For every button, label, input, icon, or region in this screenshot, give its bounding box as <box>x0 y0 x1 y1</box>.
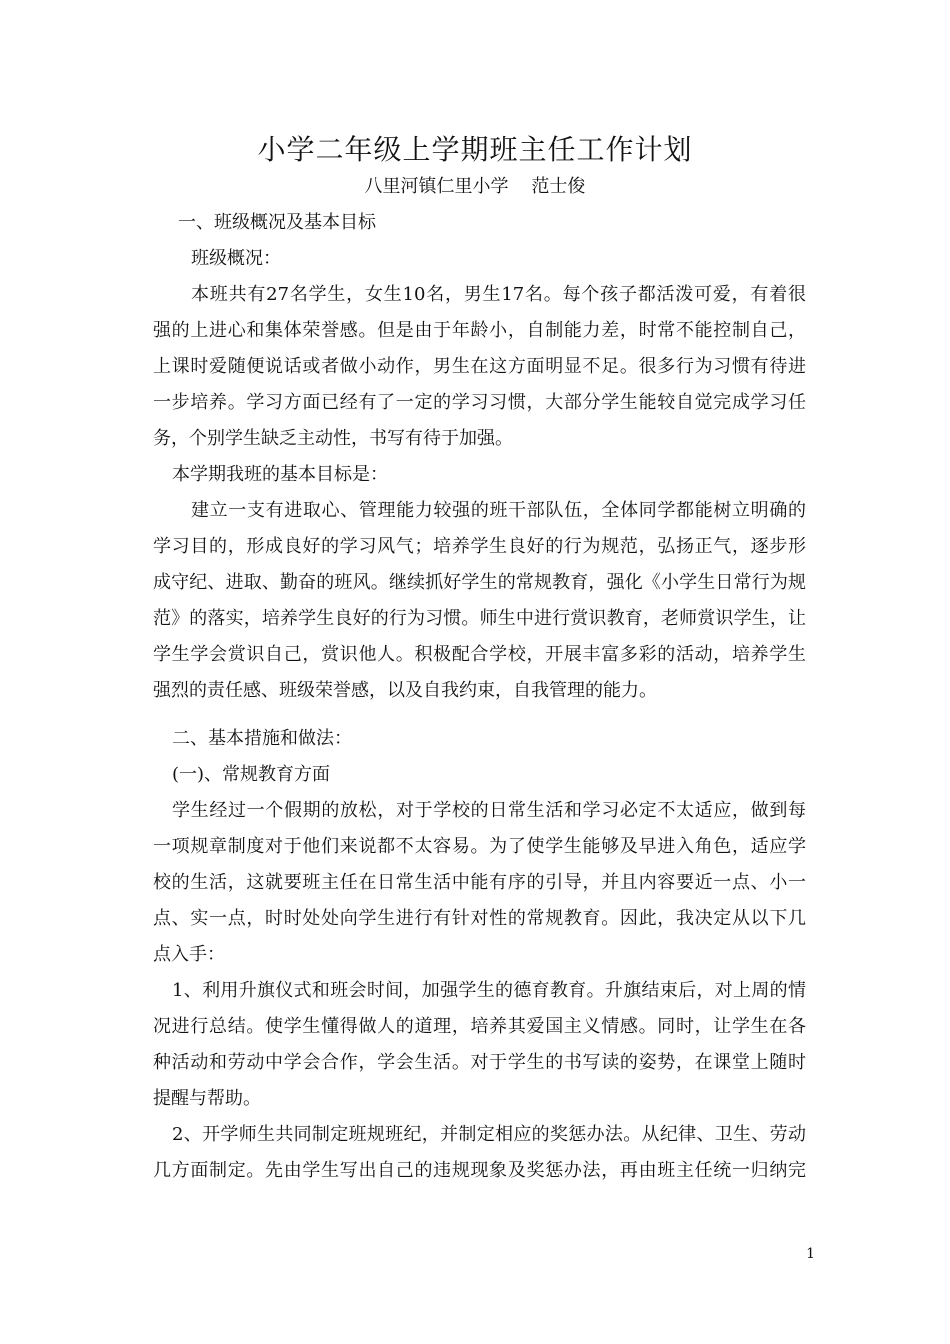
subheading-class-overview: 班级概况： <box>191 248 281 269</box>
subheading-routine-education: (一)、常规教育方面 <box>172 764 331 785</box>
paragraph-line: 1、利用升旗仪式和班会时间，加强学生的德育教育。升旗结束后，对上周的情 <box>172 980 806 1001</box>
paragraph-line: 校的生活，这就要班主任在日常生活中能有序的引导，并且内容要近一点、小一 <box>153 872 806 893</box>
section-heading-2: 二、基本措施和做法： <box>172 728 352 749</box>
paragraph-line: 务，个别学生缺乏主动性，书写有待于加强。 <box>153 428 513 449</box>
paragraph-line: 一项规章制度对于他们来说都不太容易。为了使学生能够及早进入角色，适应学 <box>153 836 806 857</box>
paragraph-line: 上课时爱随便说话或者做小动作，男生在这方面明显不足。很多行为习惯有待进 <box>153 356 806 377</box>
subheading-goals: 本学期我班的基本目标是： <box>172 464 388 485</box>
paragraph-line: 一步培养。学习方面已经有了一定的学习习惯，大部分学生能较自觉完成学习任 <box>153 392 806 413</box>
paragraph-line: 成守纪、进取、勤奋的班风。继续抓好学生的常规教育，强化《小学生日常行为规 <box>153 572 806 593</box>
paragraph-line: 强烈的责任感、班级荣誉感，以及自我约束，自我管理的能力。 <box>153 680 657 701</box>
document-author: 八里河镇仁里小学 范士俊 <box>364 176 586 197</box>
paragraph-line: 学生经过一个假期的放松，对于学校的日常生活和学习必定不太适应，做到每 <box>172 800 806 821</box>
paragraph-line: 学生学会赏识自己，赏识他人。积极配合学校，开展丰富多彩的活动，培养学生 <box>153 644 806 665</box>
section-heading-1: 一、班级概况及基本目标 <box>178 212 376 233</box>
paragraph-line: 提醒与帮助。 <box>153 1088 261 1109</box>
paragraph-line: 范》的落实，培养学生良好的行为习惯。师生中进行赏识教育，老师赏识学生，让 <box>153 608 806 629</box>
page-number: 1 <box>806 1246 815 1262</box>
paragraph-line: 本班共有27名学生，女生10名，男生17名。每个孩子都活泼可爱，有着很 <box>191 284 806 305</box>
paragraph-line: 点入手： <box>153 944 225 965</box>
paragraph-line: 几方面制定。先由学生写出自己的违规现象及奖惩办法，再由班主任统一归纳完 <box>153 1160 806 1181</box>
paragraph-line: 学习目的，形成良好的学习风气；培养学生良好的行为规范，弘扬正气，逐步形 <box>153 536 806 557</box>
paragraph-line: 建立一支有进取心、管理能力较强的班干部队伍，全体同学都能树立明确的 <box>191 500 806 521</box>
paragraph-line: 2、开学师生共同制定班规班纪，并制定相应的奖惩办法。从纪律、卫生、劳动 <box>172 1124 806 1145</box>
paragraph-line: 况进行总结。使学生懂得做人的道理，培养其爱国主义情感。同时，让学生在各 <box>153 1016 806 1037</box>
document-title: 小学二年级上学期班主任工作计划 <box>257 133 693 166</box>
paragraph-line: 强的上进心和集体荣誉感。但是由于年龄小，自制能力差，时常不能控制自己， <box>153 320 806 341</box>
paragraph-line: 点、实一点，时时处处向学生进行有针对性的常规教育。因此，我决定从以下几 <box>153 908 806 929</box>
paragraph-line: 种活动和劳动中学会合作，学会生活。对于学生的书写读的姿势，在课堂上随时 <box>153 1052 806 1073</box>
